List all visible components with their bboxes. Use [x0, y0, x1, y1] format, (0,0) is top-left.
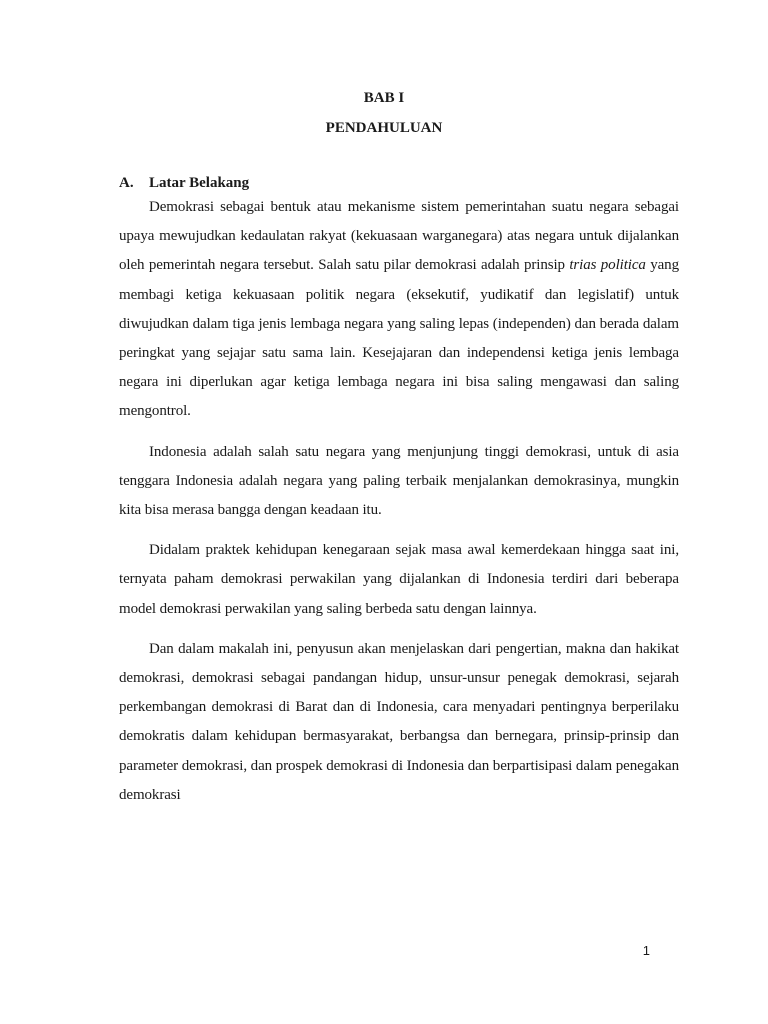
- page-number: 1: [642, 943, 650, 958]
- section-letter: A.: [119, 175, 134, 191]
- paragraph-2: Indonesia adalah salah satu negara yang menjunjung tinggi demokrasi, untuk di asia tenggara Indonesia adalah negara yang paling terbaik menjalankan demokrasinya, mungkin kita bisa merasa bangga dengan keadaan itu.: [119, 443, 679, 519]
- section-title: Latar Belakang: [149, 175, 250, 191]
- body-text: [119, 193, 679, 821]
- paragraph-1: [119, 193, 679, 427]
- paragraph-1-text-start: Demokrasi sebagai bentuk atau mekanisme sistem pemerintahan suatu negara sebagai upaya mewujudkan kedaulatan rakyat (kekuasaan warganegara) atas negara untuk dijalankan oleh pemerintah negara tersebut. Salah satu pilar demokrasi adalah prinsip: [119, 199, 679, 274]
- paragraph-3: Didalam praktek kehidupan kenegaraan sejak masa awal kemerdekaan hingga saat ini, ternyata paham demokrasi perwakilan yang dijalankan di Indonesia terdiri dari beberapa model demokrasi perwakilan yang saling berbeda satu dengan lainnya.: [119, 542, 679, 617]
- paragraph-4: Dan dalam makalah ini, penyusun akan menjelaskan dari pengertian, makna dan hakikat demokrasi, demokrasi sebagai pandangan hidup, unsur-unsur penegak demokrasi, sejarah perkembangan demokrasi di Barat dan di Indonesia, cara menyadari pentingnya berperilaku demokratis dalam kehidupan bermasyarakat, berbangsa dan bernegara, prinsip-prinsip dan parameter demokrasi, dan prospek demokrasi di Indonesia dan berpartisipasi dalam penegakan demokrasi: [119, 640, 679, 803]
- paragraph-1-text-end: yang membagi ketiga kekuasaan politik negara (eksekutif, yudikatif dan legislatif) untuk diwujudkan dalam tiga jenis lembaga negara yang saling lepas (independen) dan berada dalam peringkat yang sejajar satu sama lain. Kesejajaran dan independensi ketiga jenis lembaga negara ini diperlukan agar ketiga lembaga negara ini bisa saling mengawasi dan saling mengontrol.: [119, 257, 679, 420]
- section-heading: [119, 173, 249, 193]
- chapter-title: PENDAHULUAN: [325, 120, 443, 136]
- paragraph-1-emphasis: trias politica: [569, 257, 646, 274]
- chapter-label: BAB I: [363, 90, 405, 106]
